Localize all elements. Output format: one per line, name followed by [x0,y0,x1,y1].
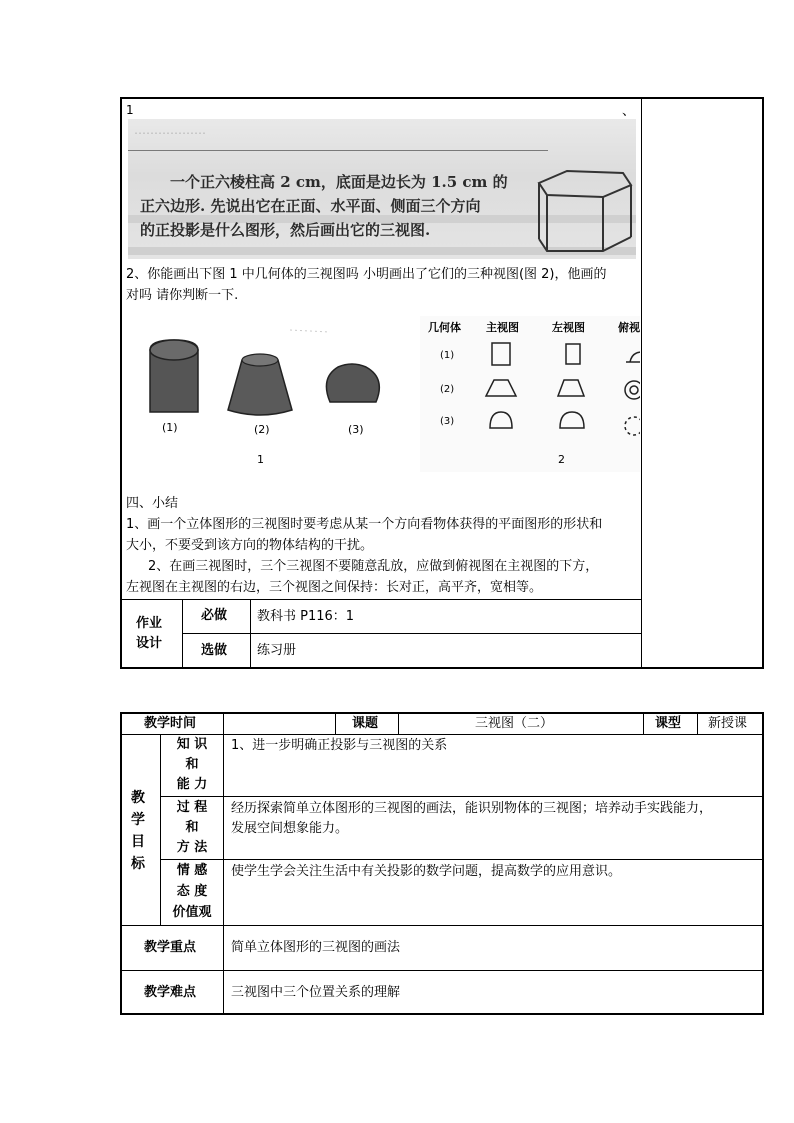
hexagonal-prism-drawing [533,169,633,255]
figure-2-row-2: (2) [440,384,455,395]
figure-2-caption: 2 [558,453,565,466]
figure-2-header-top: 俯视 [618,321,640,334]
figure-1-solids [130,320,400,470]
goals-label-char-4: 标 [131,856,145,872]
figure-1-caption: 1 [257,453,264,466]
lesson-type-label: 课型 [655,716,682,731]
goals-label-char-3: 目 [131,834,145,850]
figure-2-row-1: (1) [440,350,455,361]
summary-2-line-1: 2、在画三视图时，三个三视图不要随意乱放，应做到俯视图在主视图的下方， [148,559,599,574]
summary-2-line-2: 左视图在主视图的右边，三个视图之间保持：长对正，高平齐，宽相等。 [126,580,543,595]
figure-2-header-left: 左视图 [552,321,585,334]
topic-value: 三视图（二） [475,716,554,731]
goal-2-content-line-2: 发展空间想象能力。 [231,821,349,836]
summary-1-line-2: 大小，不要受到该方向的物体结构的干扰。 [126,538,374,553]
figure-1-label-2: (2) [254,423,270,436]
goal-2-label-line-3: 方 法 [176,840,208,855]
summary-1-line-1: 1、画一个立体图形的三视图时要考虑从某一个方向看物体获得的平面图形的形状和 [126,517,603,532]
summary-title: 四、小结 [126,496,179,511]
figure-2-row-3: (3) [440,416,455,427]
topic-label: 课题 [352,716,379,731]
goal-2-label-line-2: 和 [185,820,199,835]
homework-required-value: 教科书 P116：1 [257,609,355,624]
question-2-line-1: 2、你能画出下图 1 中几何体的三视图吗 小明画出了它们的三种视图(图 2)，他画的 [126,267,607,282]
difficulty-label: 教学难点 [144,985,197,1000]
goal-1-label-line-2: 和 [185,757,199,772]
figure-2-header-front: 主视图 [486,321,519,334]
scanned-problem-image: ……………… 一个正六棱柱高 2 cm，底面是边长为 1.5 cm 的 正六边形. 先说出它在正面、水平面、侧面三个方向 的正投影是什么图形，然后画出它的三视图. [128,119,636,259]
homework-label-line-2: 设计 [136,636,163,651]
difficulty-value: 三视图中三个位置关系的理解 [231,985,401,1000]
goal-1-content: 1、进一步明确正投影与三视图的关系 [231,738,448,753]
goal-3-content: 使学生学会关注生活中有关投影的数学问题，提高数学的应用意识。 [231,864,622,879]
question-2-line-2: 对吗 请你判断一下. [126,288,239,303]
goal-2-content-line-1: 经历探索简单立体图形的三视图的画法，能识别物体的三视图；培养动手实践能力， [231,801,713,816]
goal-3-label-line-2: 态 度 [176,884,208,899]
goal-1-label-line-3: 能 力 [176,777,208,792]
goals-label-char-1: 教 [131,790,145,806]
item-number: 1 [126,103,134,117]
homework-optional-value: 练习册 [257,643,297,658]
figure-1-label-1: (1) [162,421,178,434]
goal-3-label-line-1: 情 感 [176,863,208,878]
lesson-type-value: 新授课 [708,716,748,731]
figure-2-views [420,316,640,472]
homework-required-label: 必做 [201,608,228,623]
goals-label-char-2: 学 [131,812,145,828]
problem-line-2: 正六边形. 先说出它在正面、水平面、侧面三个方向 [140,197,481,215]
problem-line-1: 一个正六棱柱高 2 cm，底面是边长为 1.5 cm 的 [170,173,508,191]
key-point-value: 简单立体图形的三视图的画法 [231,940,401,955]
figure-1-label-3: (3) [348,423,364,436]
teaching-time-label: 教学时间 [144,716,197,731]
homework-optional-label: 选做 [201,643,228,658]
key-point-label: 教学重点 [144,940,197,955]
goal-2-label-line-1: 过 程 [176,800,208,815]
goal-3-label-line-3: 价值观 [172,905,212,920]
homework-label-line-1: 作业 [136,616,163,631]
stray-mark: 、 [622,104,636,119]
goal-1-label-line-1: 知 识 [176,737,208,752]
figure-2-header-solid: 几何体 [428,321,461,334]
problem-line-3: 的正投影是什么图形，然后画出它的三视图. [140,221,431,239]
